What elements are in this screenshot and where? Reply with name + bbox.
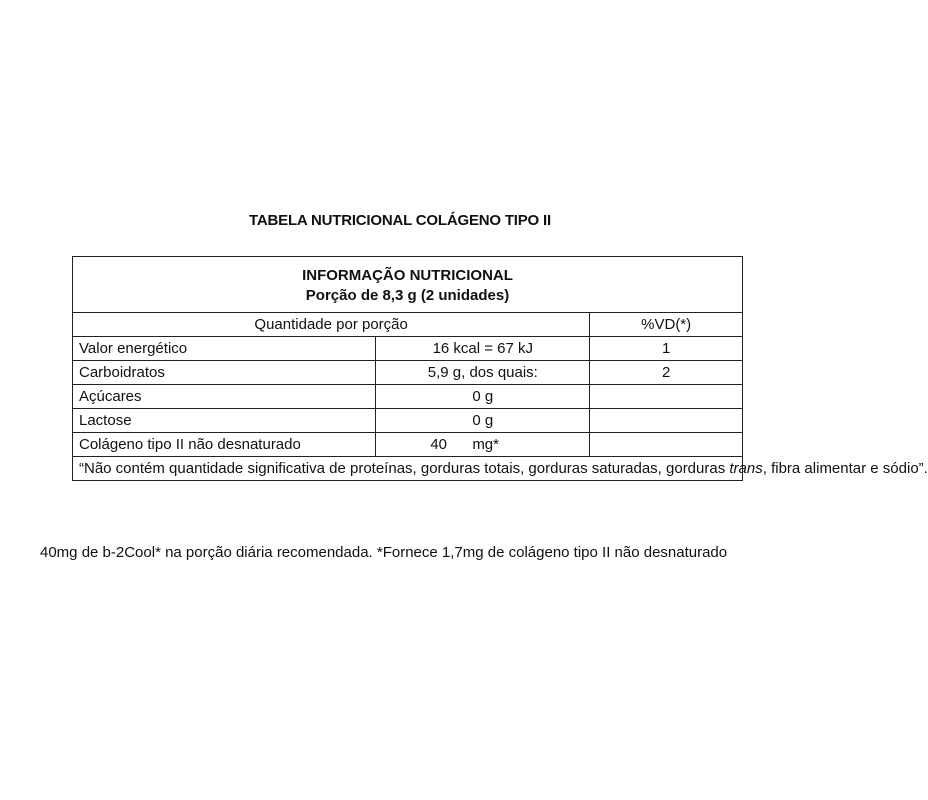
row-value: 0 g <box>376 409 590 433</box>
table-note-text: “Não contém quantidade significativa de proteínas, gorduras totais, gorduras saturadas, gorduras <box>79 459 730 477</box>
row-value: 5,9 g, dos quais: <box>376 361 590 385</box>
row-value <box>376 433 590 457</box>
row-label: Carboidratos <box>73 361 376 385</box>
row-label: Lactose <box>73 409 376 433</box>
row-label: Valor energético <box>73 337 376 361</box>
table-header-title: INFORMAÇÃO NUTRICIONAL <box>302 266 513 284</box>
table-header <box>73 257 743 313</box>
serving-size: Porção de 8,3 g (2 unidades) <box>305 286 510 304</box>
nutrition-table <box>72 256 928 481</box>
row-value: 0 g <box>376 385 590 409</box>
row-label: Colágeno tipo II não desnaturado <box>73 433 376 457</box>
row-value-unit: mg* <box>472 435 499 453</box>
column-header-quantity: Quantidade por porção <box>73 313 590 337</box>
table-header-row <box>73 257 743 313</box>
table-row <box>73 385 743 409</box>
footnote: 40mg de b-2Cool* na porção diária recomendada. *Fornece 1,7mg de colágeno tipo II não desnaturado <box>40 544 728 561</box>
row-value: 16 kcal = 67 kJ <box>376 337 590 361</box>
page-title: TABELA NUTRICIONAL COLÁGENO TIPO II <box>249 212 551 229</box>
column-header-row <box>73 313 743 337</box>
row-label: Açúcares <box>73 385 376 409</box>
table-row <box>73 337 743 361</box>
table-note-text-end: , fibra alimentar e sódio”. <box>762 459 928 477</box>
row-vd: 1 <box>590 337 743 361</box>
row-vd: 2 <box>590 361 743 385</box>
row-value-number: 40 <box>430 435 447 453</box>
column-header-vd: %VD(*) <box>590 313 743 337</box>
table-row <box>73 433 743 457</box>
row-vd <box>590 409 743 433</box>
table-row <box>73 361 743 385</box>
table-note <box>73 457 928 481</box>
table-row <box>73 409 743 433</box>
row-vd <box>590 385 743 409</box>
row-vd <box>590 433 743 457</box>
note-row <box>73 457 743 481</box>
table-note-italic: trans <box>729 459 763 477</box>
